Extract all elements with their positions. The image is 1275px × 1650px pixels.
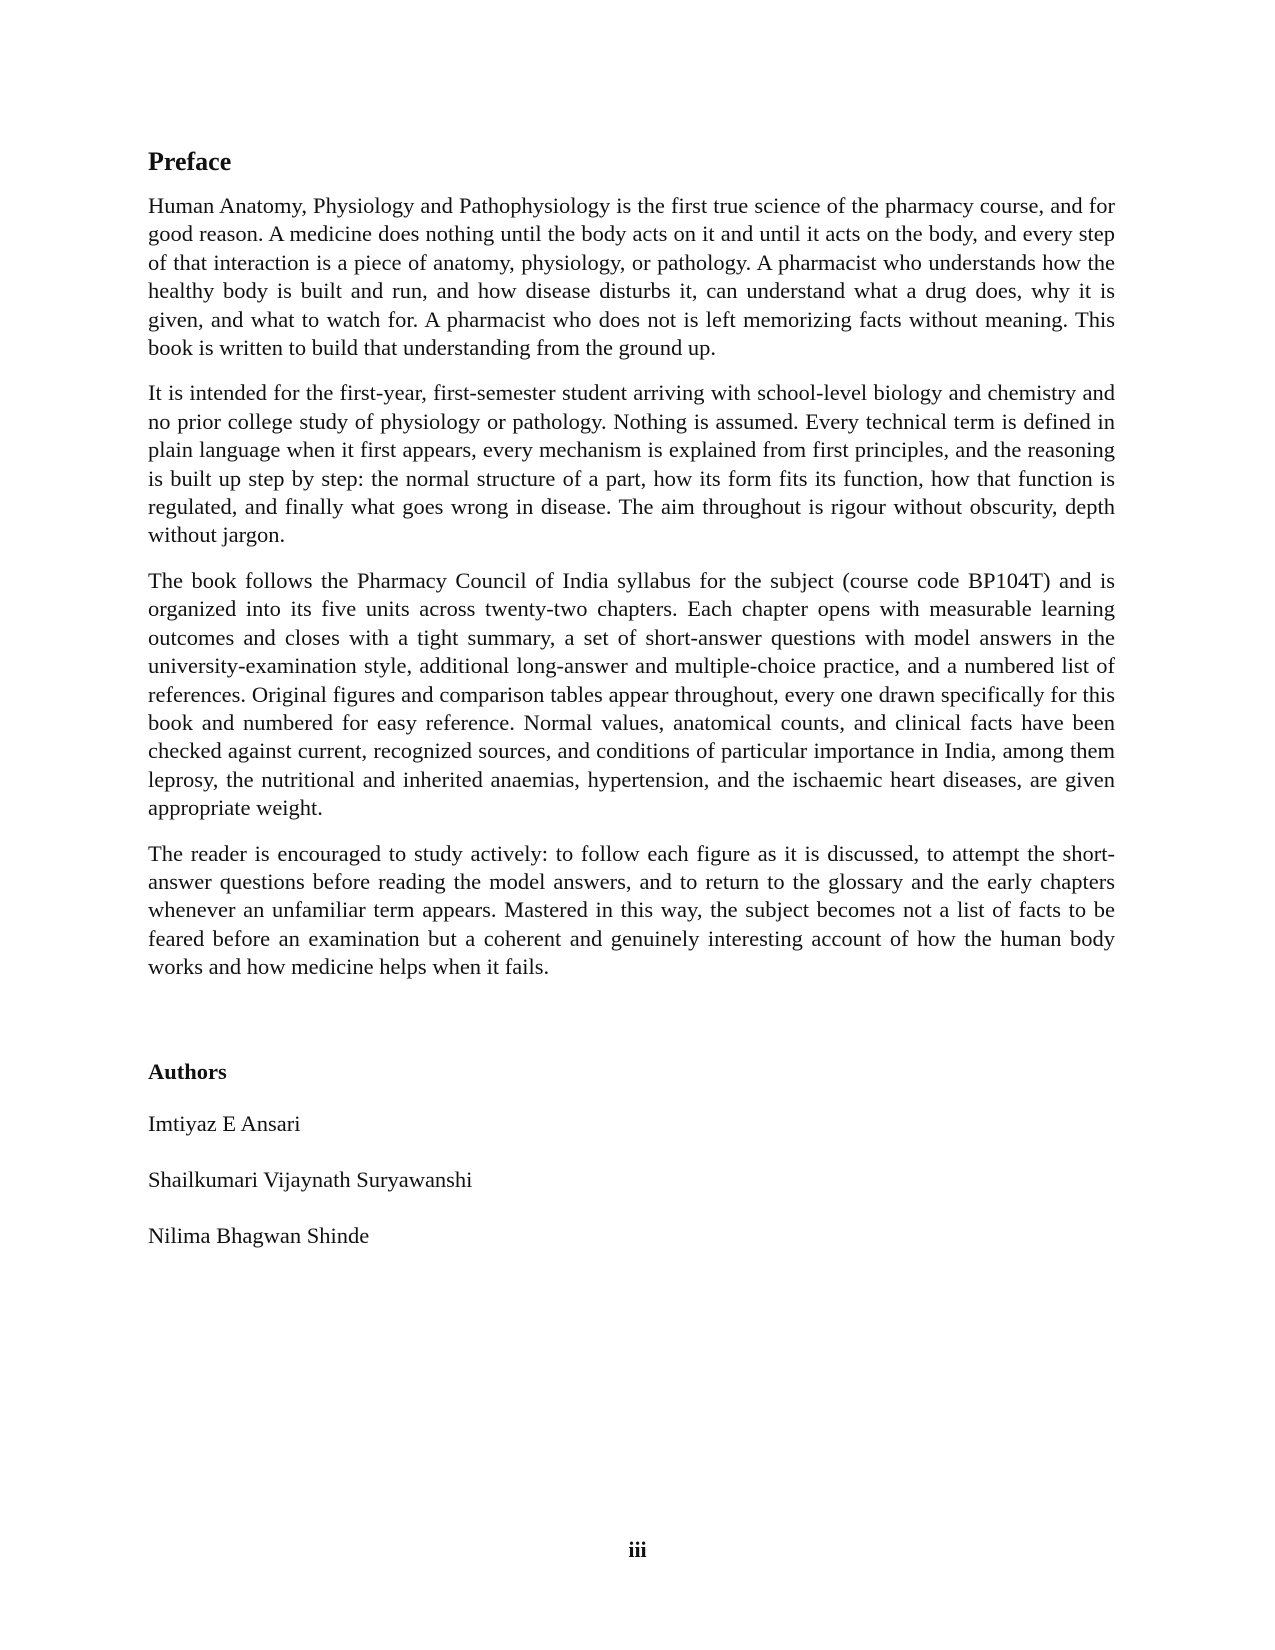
preface-paragraph-1: Human Anatomy, Physiology and Pathophysiology is the first true science of the pharmacy course, and for good reason. A medicine does nothing until the body acts on it and until it acts on the body, and every step of that interaction is a piece of anatomy, physiology, or pathology. A pharmacist who understands how the healthy body is built and run, and how disease disturbs it, can understand what a drug does, why it is given, and what to watch for. A pharmacist who does not is left memorizing facts without meaning. This book is written to build that understanding from the ground up. [148, 193, 1115, 361]
preface-heading: Preface [148, 147, 232, 176]
preface-paragraph-4: The reader is encouraged to study actively: to follow each figure as it is discussed, to attempt the short-answer questions before reading the model answers, and to return to the glossary and the early chapters whenever an unfamiliar term appears. Mastered in this way, the subject becomes not a list of facts to be feared before an examination but a coherent and genuinely interesting account of how the human body works and how medicine helps when it fails. [148, 840, 1115, 980]
author-name-3: Nilima Bhagwan Shinde [148, 1222, 370, 1248]
preface-paragraph-2: It is intended for the first-year, first-semester student arriving with school-level biology and chemistry and no prior college study of physiology or pathology. Nothing is assumed. Every technical term is defined in plain language when it first appears, every mechanism is explained from first principles, and the reasoning is built up step by step: the normal structure of a part, how its form fits its function, how that function is regulated, and finally what goes wrong in disease. The aim throughout is rigour without obscurity, depth without jargon. [148, 380, 1115, 548]
author-name-2: Shailkumari Vijaynath Suryawanshi [148, 1166, 473, 1192]
preface-paragraph-3: The book follows the Pharmacy Council of India syllabus for the subject (course code BP104T) and is organized into its five units across twenty-two chapters. Each chapter opens with measurable learning outcomes and closes with a tight summary, a set of short-answer questions with model answers in the university-examination style, additional long-answer and multiple-choice practice, and a numbered list of references. Original figures and comparison tables appear throughout, every one drawn specifically for this book and numbered for easy reference. Normal values, anatomical counts, and clinical facts have been checked against current, recognized sources, and conditions of particular importance in India, among them leprosy, the nutritional and inherited anaemias, hypertension, and the ischaemic heart diseases, are given appropriate weight. [148, 567, 1115, 821]
author-name-1: Imtiyaz E Ansari [148, 1110, 301, 1136]
page-number: iii [628, 1537, 647, 1562]
page-content [148, 146, 1115, 1278]
authors-heading: Authors [148, 1058, 227, 1084]
